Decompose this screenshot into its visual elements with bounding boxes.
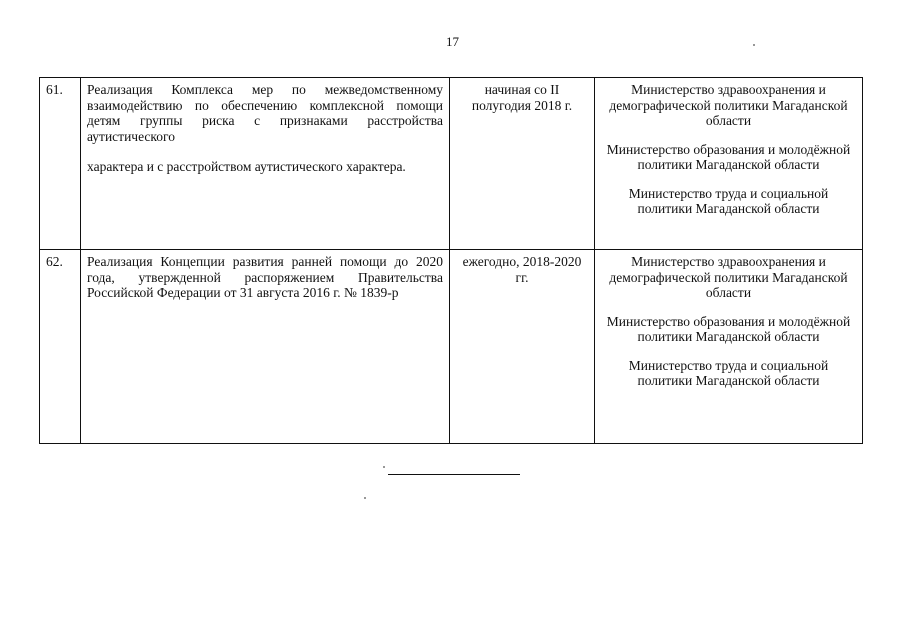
implementation-term: ежегодно, 2018-2020 гг.	[450, 250, 595, 444]
executor-education-ministry: Министерство образования и молодёжной политики Магаданской области	[606, 141, 851, 172]
description-text-continued: характера и с расстройством аутистического характера.	[87, 159, 406, 174]
executor-labour-ministry: Министерство труда и социальной политики Магаданской области	[628, 185, 829, 216]
measures-table	[39, 77, 863, 444]
closing-rule	[388, 474, 520, 475]
executor-health-ministry: Министерство здравоохранения и демографической политики Магаданской области	[609, 254, 848, 300]
responsible-executors	[595, 250, 863, 444]
scan-speck	[364, 497, 366, 499]
page-number: 17	[446, 34, 459, 49]
table-row	[40, 78, 863, 250]
responsible-executors	[595, 78, 863, 250]
row-number: 61.	[40, 78, 81, 250]
executor-labour-ministry: Министерство труда и социальной политики Магаданской области	[628, 357, 829, 388]
table-row	[40, 250, 863, 444]
measure-description	[81, 250, 450, 444]
scan-speck	[753, 44, 755, 46]
measure-description	[81, 78, 450, 250]
implementation-term: начиная со II полугодия 2018 г.	[450, 78, 595, 250]
scan-speck	[383, 466, 385, 468]
description-text: Реализация Комплекса мер по межведомственному взаимодействию по обеспечению комплексной помощи детям группы риска с признаками расстройства аутистического	[87, 82, 443, 144]
description-text: Реализация Концепции развития ранней помощи до 2020 года, утвержденной распоряжением Правительства Российской Федерации от 31 августа 2016 г. № 1839-р	[87, 254, 443, 300]
executor-health-ministry: Министерство здравоохранения и демографической политики Магаданской области	[609, 82, 848, 128]
executor-education-ministry: Министерство образования и молодёжной политики Магаданской области	[606, 313, 851, 344]
row-number: 62.	[40, 250, 81, 444]
